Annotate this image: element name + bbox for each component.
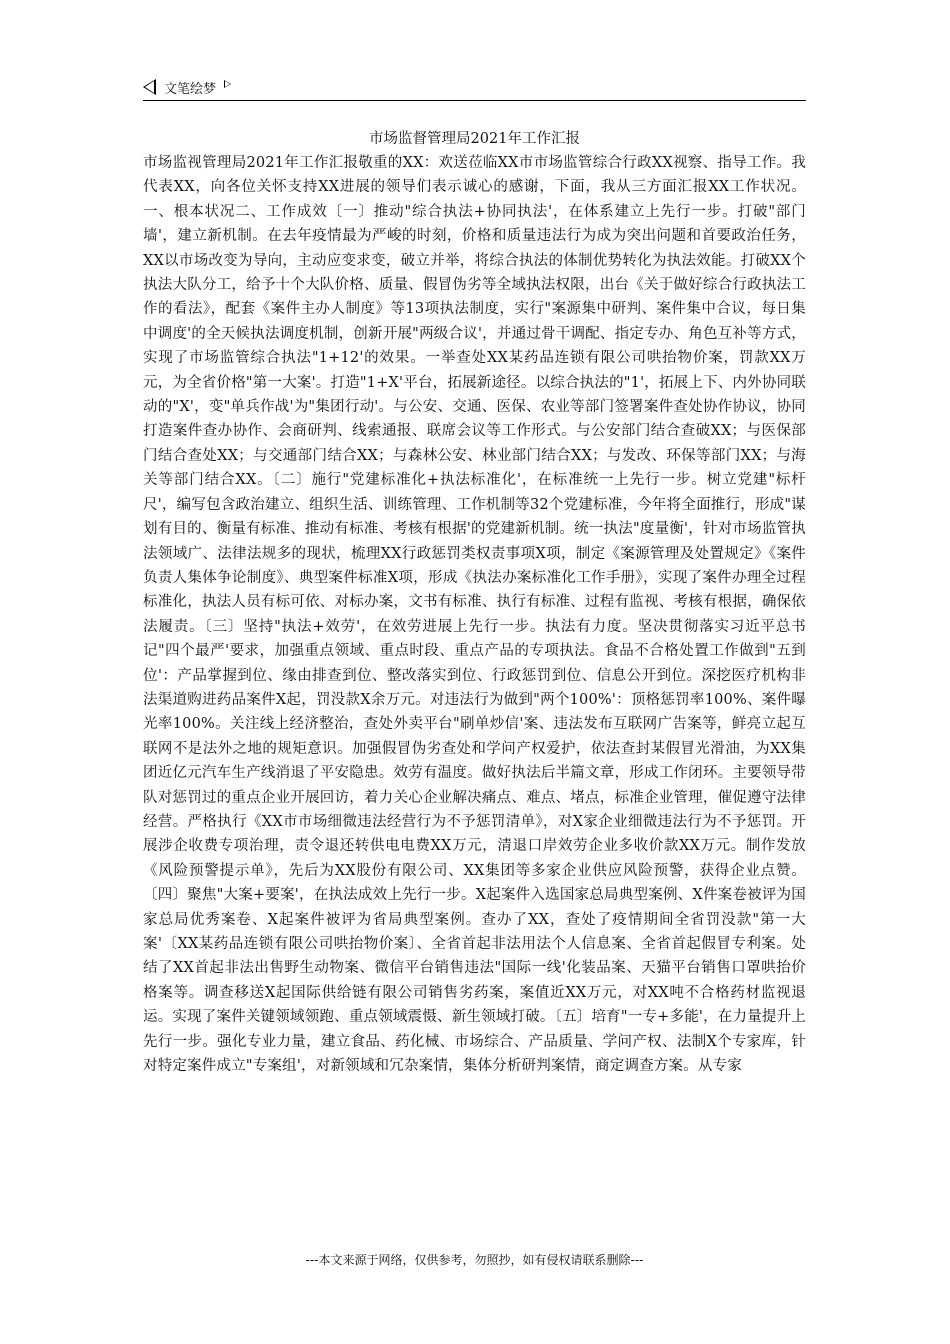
footer-notice: ---本文来源于网络，仅供参考，勿照抄，如有侵权请联系删除--- [305, 1253, 644, 1267]
triangle-right-icon [224, 80, 231, 88]
page-header [143, 74, 806, 101]
document-title: 市场监督管理局2021年工作汇报 [369, 131, 580, 147]
document-body: 市场监视管理局2021年工作汇报敬重的XX：欢送莅临XX市市场监管综合行政XX视察、指导工作。我代表XX，向各位关怀支持XX进展的领导们表示诚心的感谢，下面，我从三方面汇报XX工作状况。一、根本状况二、工作成效〔一〕推动"综合执法+协同执法'，在体系建立上先行一步。打破"部门墙'，建立新机制。在去年疫情最为严峻的时刻，价格和质量违法行为成为突出问题和首要政治任务，XX以市场改变为导向，主动应变求变，破立并举，将综合执法的体制优势转化为执法效能。打破XX个执法大队分工，给予十个大队价格、质量、假冒伪劣等全域执法权限，出台《关于做好综合行政执法工作的看法》，配套《案件主办人制度》等13项执法制度，实行"案源集中研判、案件集中合议，每日集中调度'的全天候执法调度机制，创新开展"两级合议'，并通过骨干调配、指定专办、角色互补等方式，实现了市场监管综合执法"1+12'的效果。一举查处XX某药品连锁有限公司哄抬物价案，罚款XX万元，为全省价格"第一大案'。打造"1+X'平台，拓展新途径。以综合执法的"1'，拓展上下、内外协同联动的"X'，变"单兵作战'为"集团行动'。与公安、交通、医保、农业等部门签署案件查处协作协议，协同打造案件查办协作、会商研判、线索通报、联席会议等工作形式。与公安部门结合查破XX；与医保部门结合查处XX；与交通部门结合XX；与森林公安、林业部门结合XX；与发改、环保等部门XX；与海关等部门结合XX。〔二〕施行"党建标准化+执法标准化'，在标准统一上先行一步。树立党建"标杆尺'，编写包含政治建立、组织生活、训练管理、工作机制等32个党建标准，今年将全面推行，形成"谋划有目的、衡量有标准、推动有标准、考核有根据'的党建新机制。统一执法"度量衡'，针对市场监管执法领域广、法律法规多的现状，梳理XX行政惩罚类权责事项X项，制定《案源管理及处置规定》《案件负责人集体争论制度》、典型案件标准X项，形成《执法办案标准化工作手册》，实现了案件办理全过程标准化，执法人员有标可依、对标办案，文书有标准、执行有标准、过程有监视、考核有根据，确保依法履责。〔三〕坚持"执法+效劳'，在效劳进展上先行一步。执法有力度。坚决贯彻落实习近平总书记"四个最严'要求，加强重点领域、重点时段、重点产品的专项执法。食品不合格处置工作做到"五到位'：产品掌握到位、缘由排查到位、整改落实到位、行政惩罚到位、信息公开到位。深挖医疗机构非法渠道购进药品案件X起，罚没款X余万元。对违法行为做到"两个100%'：顶格惩罚率100%、案件曝光率100%。关注线上经济整治，查处外卖平台"刷单炒信'案、违法发布互联网广告案等，鲜亮立起互联网不是法外之地的规矩意识。加强假冒伪劣查处和学问产权爱护，依法查封某假冒光滑油，为XX集团近亿元汽车生产线消退了平安隐患。效劳有温度。做好执法后半篇文章，形成工作闭环。主要领导带队对惩罚过的重点企业开展回访，着力关心企业解决痛点、难点、堵点，标准企业管理，催促遵守法律经营。严格执行《XX市市场细微违法经营行为不予惩罚清单》，对X家企业细微违法行为不予惩罚。开展涉企收费专项治理，责令退还转供电电费XX万元，清退口岸效劳企业多收价款XX万元。制作发放《风险预警提示单》，先后为XX股份有限公司、XX集团等多家企业供应风险预警，获得企业点赞。〔四〕聚焦"大案+要案'，在执法成效上先行一步。X起案件入选国家总局典型案例、X件案卷被评为国家总局优秀案卷、X起案件被评为省局典型案例。查办了XX，查处了疫情期间全省罚没款"第一大案'〔XX某药品连锁有限公司哄抬物价案〕、全省首起非法用法个人信息案、全省首起假冒专利案。处结了XX首起非法出售野生动物案、微信平台销售违法"国际一线'化装品案、天猫平台销售口罩哄抬价格案等。调查移送X起国际供给链有限公司销售劣药案，案值近XX万元，对XX吨不合格药材监视退运。实现了案件关键领域领跑、重点领域震慑、新生领域打破。〔五〕培育"一专+多能'，在力量提升上先行一步。强化专业力量，建立食品、药化械、市场综合、产品质量、学问产权、法制X个专家库，针对特定案件成立"专案组'，对新领域和冗杂案情，集体分析研判案情，商定调查方案。从专家 [143, 155, 806, 1075]
brand-label: 文笔绘梦 [164, 81, 217, 97]
triangle-left-icon [143, 79, 156, 95]
